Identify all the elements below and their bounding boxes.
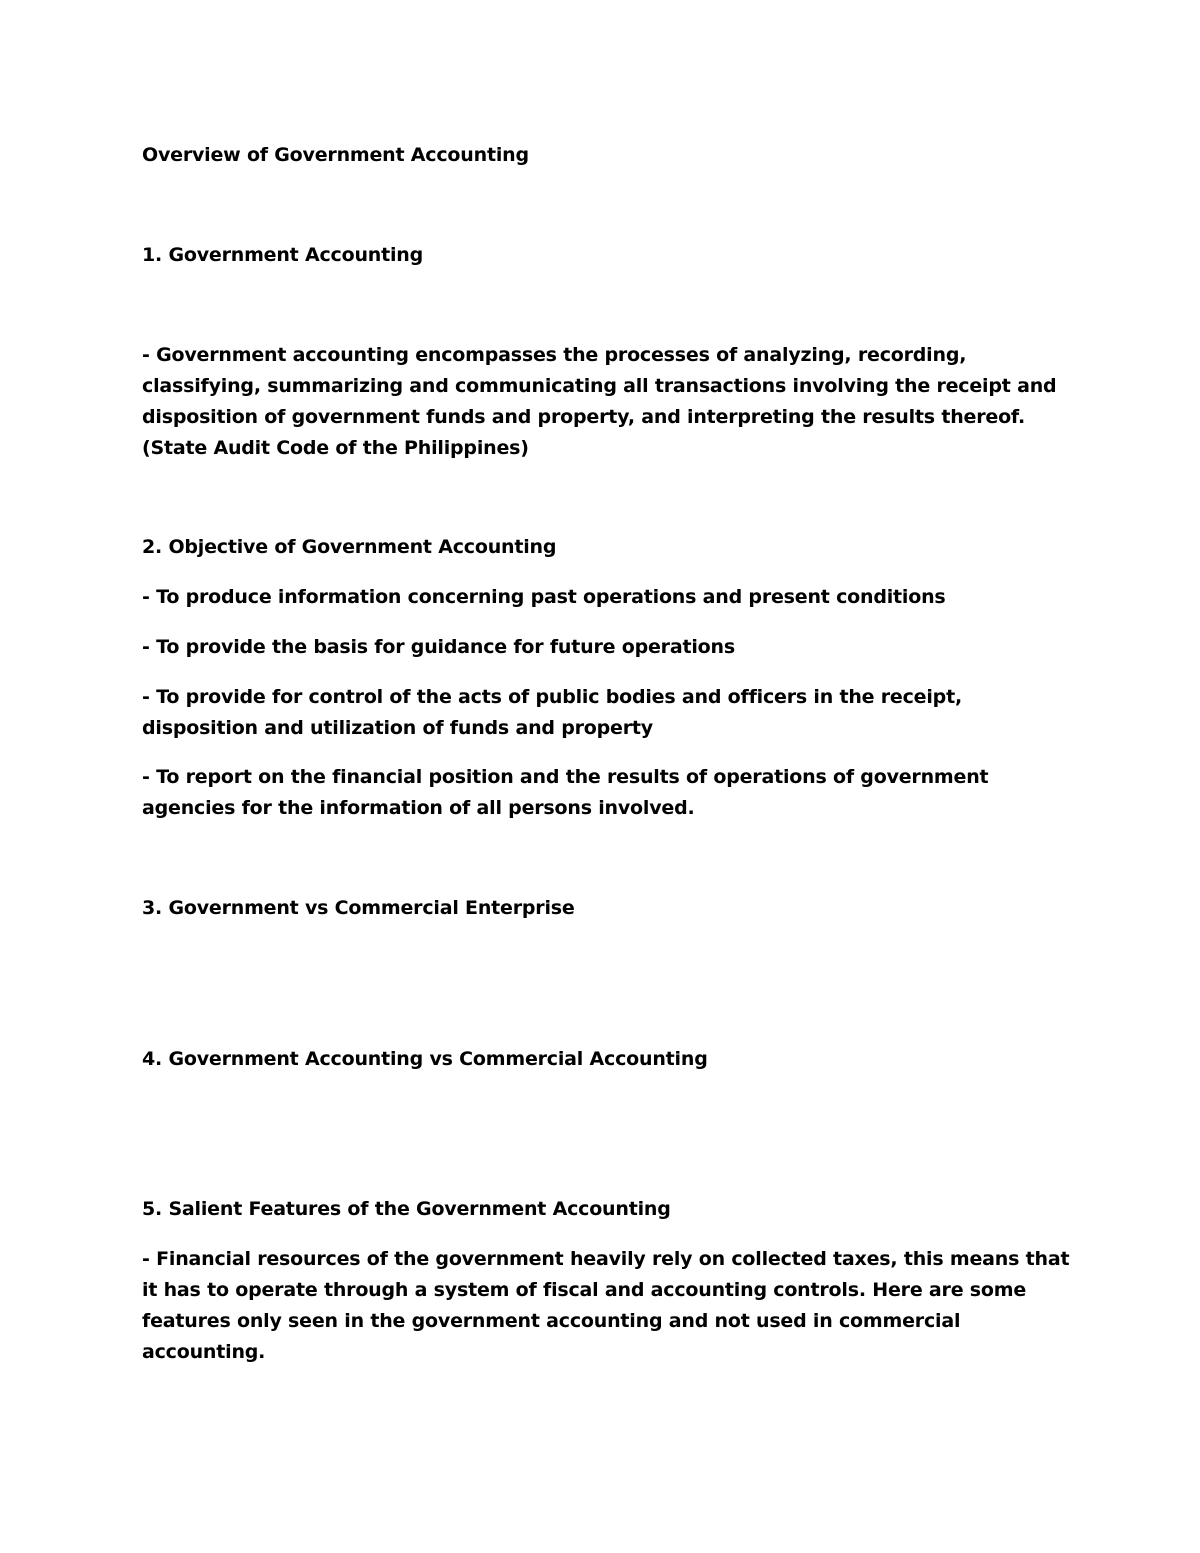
section-2-item-3: - To provide for control of the acts of public bodies and officers in the receipt, disposition and utilization of funds and property bbox=[142, 686, 962, 739]
section-5-heading: 5. Salient Features of the Government Accounting bbox=[142, 1198, 671, 1220]
section-2-item-4: - To report on the financial position and the results of operations of government agencies for the information of all persons involved. bbox=[142, 766, 989, 819]
section-2-item-2: - To provide the basis for guidance for future operations bbox=[142, 636, 735, 658]
section-1-paragraph: - Government accounting encompasses the processes of analyzing, recording, classifying, summarizing and communicating all transactions involving the receipt and disposition of government funds and property, and interpreting the results thereof. (State Audit Code of the Philippines) bbox=[142, 344, 1057, 459]
section-5-paragraph: - Financial resources of the government heavily rely on collected taxes, this means that it has to operate through a system of fiscal and accounting controls. Here are some features only seen in the government accounting and not used in commercial accounting. bbox=[142, 1248, 1070, 1363]
section-4-heading: 4. Government Accounting vs Commercial Accounting bbox=[142, 1048, 708, 1070]
document-title: Overview of Government Accounting bbox=[142, 144, 529, 166]
section-2-heading: 2. Objective of Government Accounting bbox=[142, 536, 557, 558]
section-2-item-1: - To produce information concerning past operations and present conditions bbox=[142, 586, 946, 608]
section-3-heading: 3. Government vs Commercial Enterprise bbox=[142, 897, 575, 919]
section-1-heading: 1. Government Accounting bbox=[142, 244, 424, 266]
